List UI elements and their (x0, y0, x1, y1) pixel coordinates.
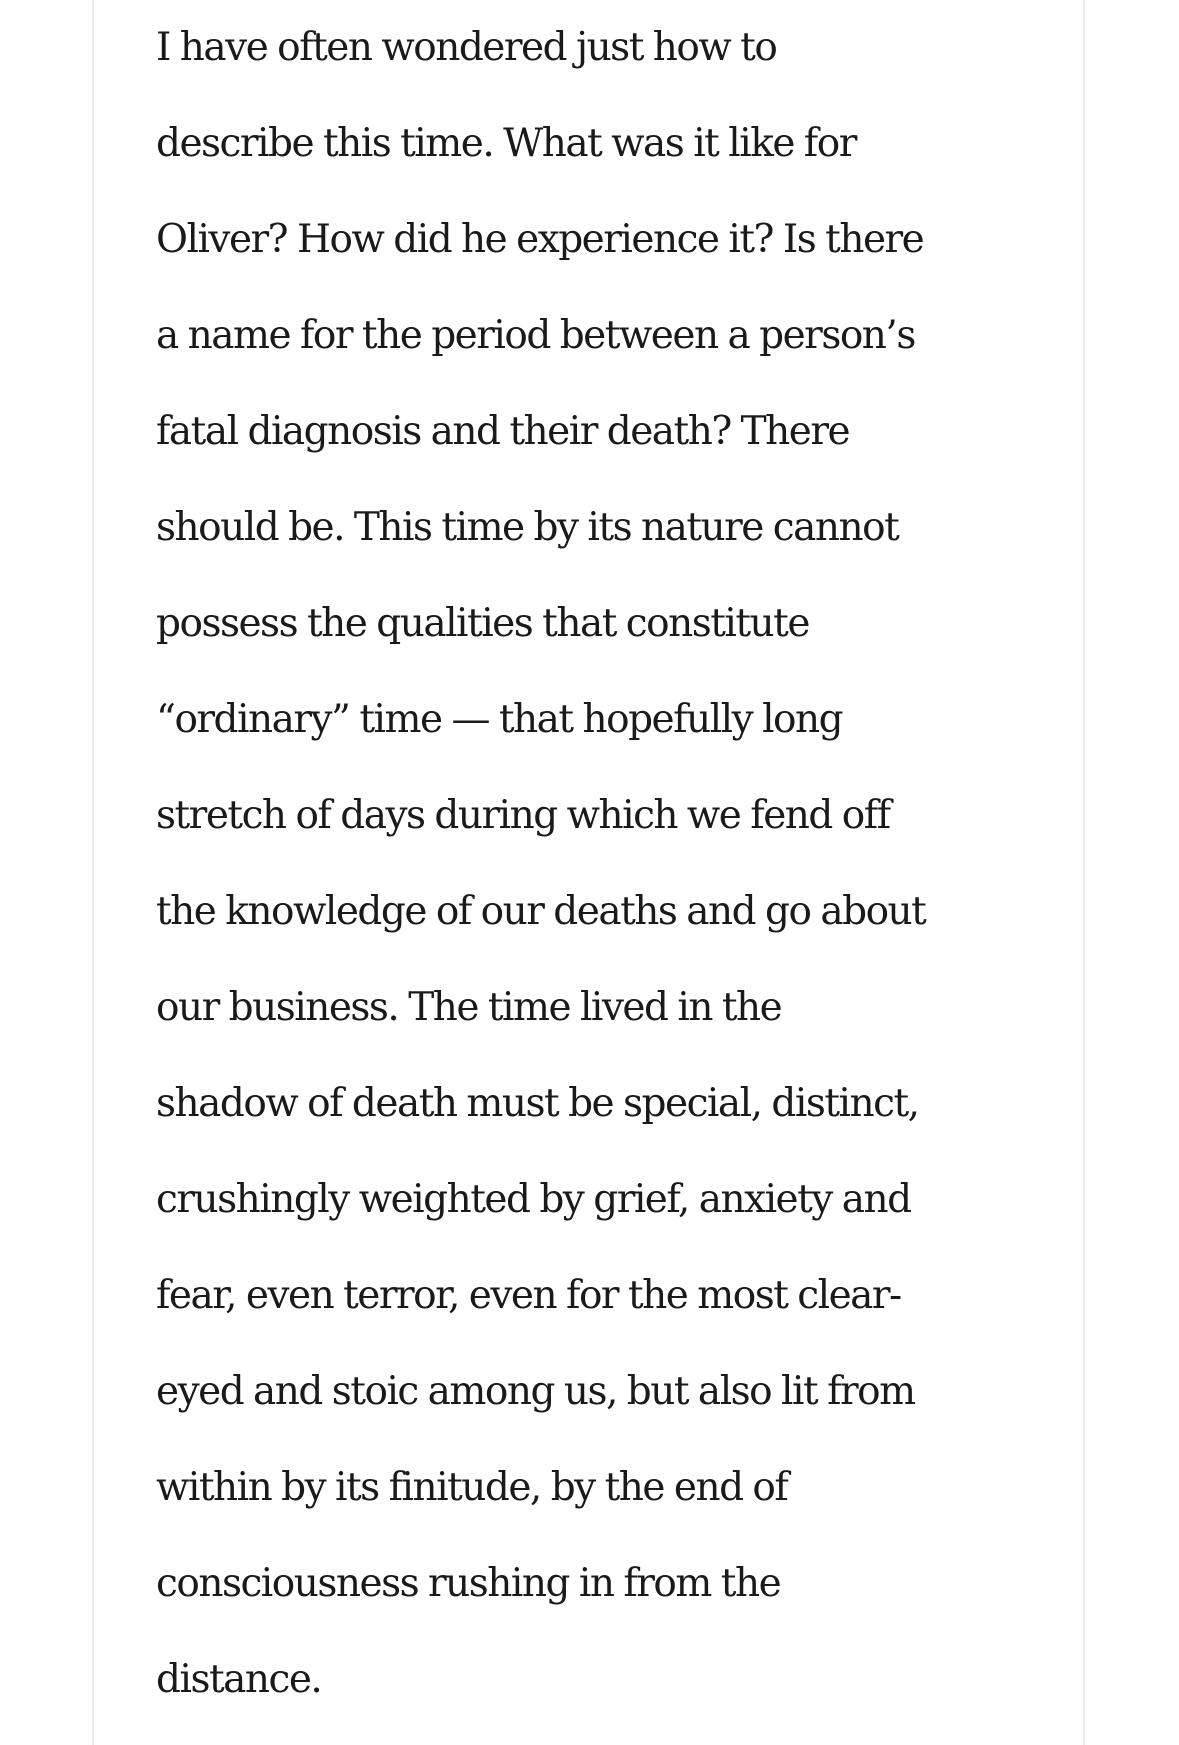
paragraph-line: within by its finitude, by the end of (156, 1465, 788, 1510)
paragraph-line: distance. (156, 1657, 322, 1702)
paragraph-line: our business. The time lived in the (156, 985, 782, 1030)
paragraph-line: shadow of death must be special, distinct, (156, 1081, 919, 1126)
paragraph-line: I have often wondered just how to (156, 25, 777, 70)
paragraph-line: the knowledge of our deaths and go about (156, 889, 926, 934)
paragraph-line: stretch of days during which we fend off (156, 793, 890, 838)
paragraph-line: possess the qualities that constitute (156, 601, 809, 646)
paragraph-line: fatal diagnosis and their death? There (156, 409, 850, 454)
paragraph-line: should be. This time by its nature cannot (156, 505, 899, 550)
paragraph-line: fear, even terror, even for the most clear- (156, 1273, 901, 1318)
paragraph-line: crushingly weighted by grief, anxiety and (156, 1177, 911, 1222)
paragraph-line: consciousness rushing in from the (156, 1561, 781, 1606)
paragraph-line: “ordinary” time — that hopefully long (156, 697, 843, 742)
article-paragraph (156, 0, 1036, 1728)
paragraph-line: Oliver? How did he experience it? Is there (156, 217, 924, 262)
paragraph-line: a name for the period between a person’s (156, 313, 915, 358)
paragraph-line: eyed and stoic among us, but also lit from (156, 1369, 915, 1414)
article-column (92, 0, 1085, 1745)
paragraph-line: describe this time. What was it like for (156, 121, 856, 166)
